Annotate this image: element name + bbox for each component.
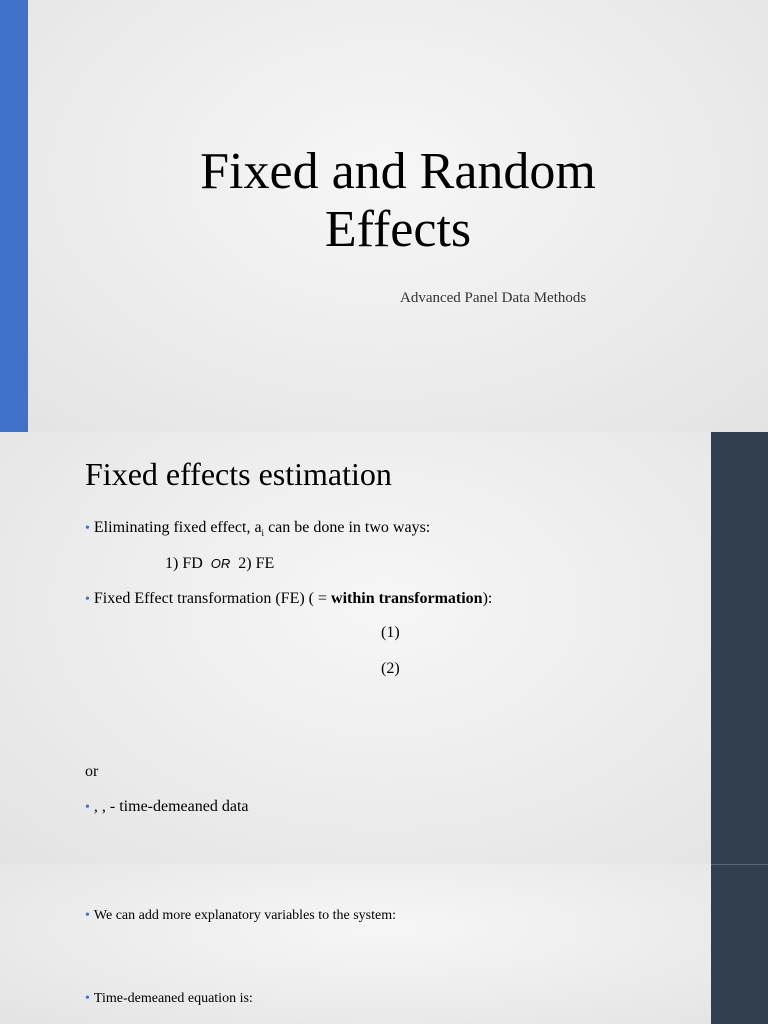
bullet-dot-icon: • — [85, 592, 90, 607]
bullet-fe-transformation — [85, 589, 492, 610]
equation-number-2: (2) — [381, 660, 400, 677]
title-line-1: Fixed and Random — [200, 143, 596, 200]
bullet-dot-icon: • — [85, 908, 90, 923]
slide-heading: Fixed effects estimation — [85, 456, 392, 492]
bullet-eliminating — [85, 518, 430, 543]
title-line-2: Effects — [324, 201, 472, 258]
or-text: or — [85, 763, 99, 780]
bullet-tail: ): — [482, 590, 493, 607]
way-or: OR — [210, 556, 231, 571]
subscript-i: i — [261, 528, 265, 539]
slide-subtitle: Advanced Panel Data Methods — [400, 290, 587, 306]
title-slide — [0, 0, 768, 432]
bullet-text: , , - time-demeaned data — [93, 798, 249, 815]
equation-number-1: (1) — [381, 624, 400, 641]
bullet-dot-icon: • — [85, 991, 90, 1006]
bullet-tail: can be done in two ways: — [264, 519, 431, 536]
bullet-time-demeaned-equation — [85, 989, 253, 1009]
fixed-effects-slide — [0, 432, 768, 864]
bullet-text: Fixed Effect transformation (FE) ( = — [93, 590, 332, 607]
bullet-bold: within transformation — [331, 590, 483, 607]
slide-title — [28, 143, 768, 259]
left-accent-bar — [0, 0, 28, 432]
bullet-text: Time-demeaned equation is: — [93, 991, 253, 1006]
bullet-time-demeaned — [85, 797, 249, 818]
bullet-text: We can add more explanatory variables to the system: — [93, 908, 397, 923]
bullet-more-variables — [85, 906, 396, 926]
explanatory-variables-slide — [0, 864, 768, 1024]
ways-line — [165, 554, 274, 574]
bullet-text: Eliminating fixed effect, a — [93, 519, 262, 536]
way-fd: 1) FD — [165, 555, 203, 572]
bullet-dot-icon: • — [85, 800, 90, 815]
bullet-dot-icon: • — [85, 521, 90, 536]
right-accent-bar — [711, 432, 768, 864]
way-fe: 2) FE — [238, 555, 275, 572]
right-accent-bar — [711, 864, 768, 1024]
